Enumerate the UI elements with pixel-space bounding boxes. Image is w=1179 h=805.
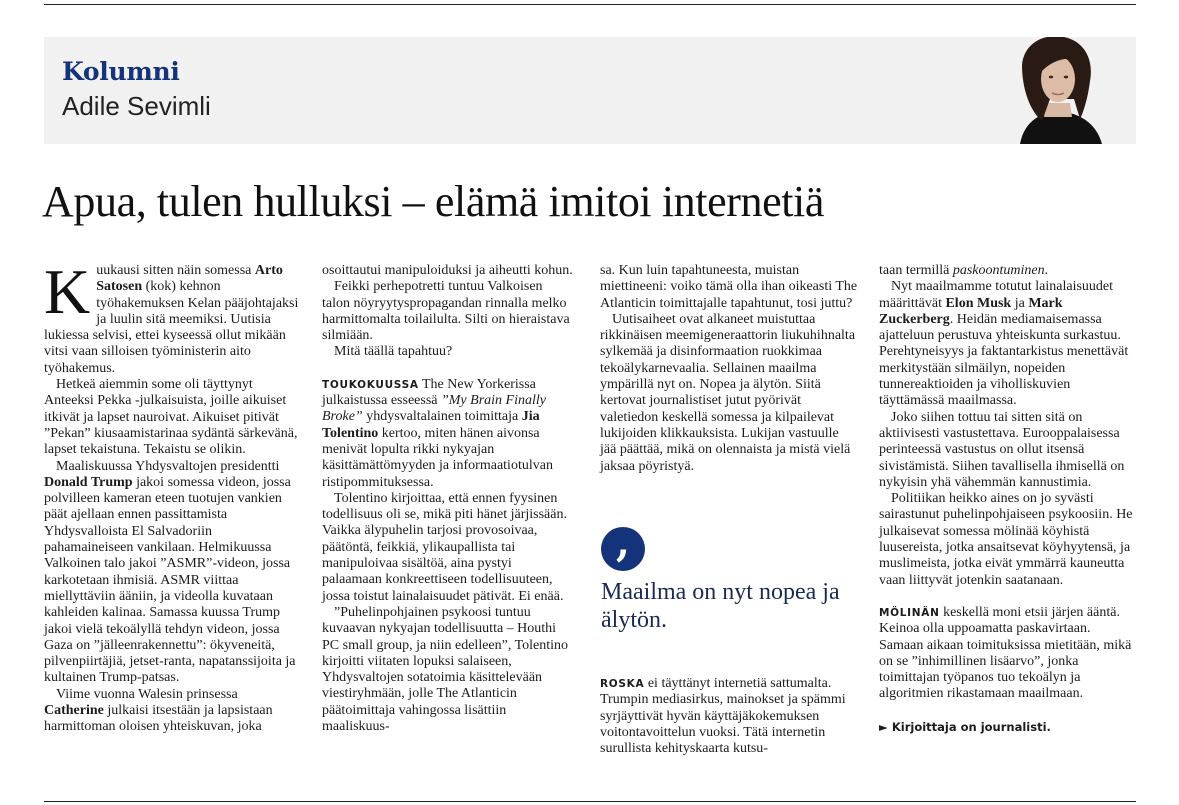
paragraph — [879, 279, 1137, 409]
paragraph: Joko siihen tottuu tai sitten sitä on aktiivisesti vastustettava. Eurooppalaisessa perinteessä vastustus on ollut itsensä sivistämistä. Siihen tavallisella ihmisellä on nykyisin yhä vähemmän kannustimia. — [879, 409, 1125, 490]
text: ei täyttänyt internetiä sattumalta. Trumpin mediasirkus, mainokset ja spämmi syrjäyttivät hyvän käyttäjäkokemuksen voitontavoittelun vuoksi. Tätä internetin surullista kehityskaarta kutsu- — [600, 676, 846, 757]
text: Maaliskuussa Yhdysvaltojen presidentti — [56, 458, 280, 474]
person-name: Elon Musk — [945, 295, 1012, 311]
paragraph — [879, 263, 1137, 279]
text: taan termillä — [879, 263, 953, 278]
paragraph: Politiikan heikko aines on jo syvästi sairastunut puhelinpohjaiseen psykoosiin. He julkaisevat somessa mölinää köyhistä luusereista, jotka ansaitsevat köyhyytensä, ja muslimeista, jotka eivät ymmärrä kauneutta vaan liittyvät jotenkin saatanaan. — [879, 491, 1133, 588]
author-name: Adile Sevimli — [62, 91, 211, 121]
text: The New Yorkerissa julkaistussa esseessä — [322, 376, 536, 409]
text: ja — [1011, 295, 1029, 311]
author-signature: ► Kirjoittaja on journalisti. — [879, 719, 1051, 734]
paragraph: Mitä täällä tapahtuu? — [334, 344, 453, 360]
author-portrait — [980, 37, 1136, 144]
paragraph: Feikki perhepotretti tuntuu Valkoisen talon nöyryytyspropagandan rinnalla melko harmittomalta toilailulta. Silti on hieraistava silmiään. — [322, 279, 570, 344]
text: keskellä moni etsii järjen ääntä. Keinoa olla uppoamatta paskavirtaan. Samaan aikaan toimituksissa mietitään, mikä on se ”inhimillinen lisäarvo”, jonka toimittajan työpanos tuo tekoälyn ja algoritmien rikastamaan maailmaan. — [879, 604, 1132, 702]
article-column-3-lower — [600, 676, 858, 757]
text: (kok) kehnon työhakemuksen Kelan pääjohtajaksi ja luulin sitä meemiksi. Uutisia lukiessa selvisi, ettei kyseessä ollut mikään vitsi vaan silloisen työministerin aito työhakemus. — [44, 279, 299, 376]
person-name: Catherine — [44, 703, 104, 719]
article-column-2 — [322, 263, 574, 735]
paragraph: osoittautui manipuloiduksi ja aiheutti kohun. — [322, 263, 573, 278]
bottom-rule — [44, 801, 1136, 802]
article-column-3 — [600, 263, 858, 475]
person-name: Mark Zuckerberg — [879, 295, 1063, 327]
article-column-4 — [879, 263, 1137, 735]
top-rule — [44, 4, 1136, 5]
paragraph: Hetkeä aiemmin some oli täyttynyt Anteeksi Pekka -julkaisuista, joille aikuiset itkivät ja lapset nauroivat. Aikuiset pitivät ”Pekan” kiusaamistarinaa sydäntä särkevänä, lapset tekaistuna. Tekaistu se olikin. — [44, 377, 298, 458]
paragraph — [879, 605, 1137, 703]
paragraph — [600, 676, 858, 757]
article-column-1 — [44, 256, 299, 736]
text: Nyt maailmamme totutut lainalaisuudet määrittävät — [879, 279, 1114, 311]
small-caps-lead: MÖLINÄN — [879, 606, 940, 619]
essay-title: ”My Brain Finally Broke” — [322, 393, 546, 425]
column-header — [44, 37, 1136, 144]
text: . — [1044, 263, 1049, 278]
text: uukausi sitten näin somessa — [96, 263, 255, 278]
paragraph — [44, 256, 299, 377]
paragraph: ”Puhelinpohjainen psykoosi tuntuu kuvaavan nykyajan todellisuutta – Houthi PC small group, ja niin edelleen”, Tolentino kirjoitti viitaten lopuksi salaiseen, Yhdysvaltojen sotatoimia käsittelevään viestiryhmään, jolle The Atlanticin päätoimittaja vahingossa lisättiin maaliskuus- — [322, 604, 569, 735]
pull-quote: Maailma on nyt nopea ja älytön. — [601, 579, 840, 633]
paragraph — [44, 687, 299, 736]
term: paskoontuminen — [952, 263, 1045, 278]
paragraph: sa. Kun luin tapahtuneesta, muistan miettineeni: voiko tämä olla ihan oikeasti The Atlanticin toimittajalle tapahtunut, tosi juttu? — [600, 263, 858, 311]
section-kicker: Kolumni — [62, 57, 180, 86]
paragraph — [44, 459, 299, 687]
text: Viime vuonna Walesin prinsessa — [56, 686, 238, 702]
quote-mark-glyph: , — [616, 519, 630, 566]
text: julkaisi itsestään ja lapsistaan harmittoman oloisen yhteiskuvan, joka — [44, 703, 273, 735]
paragraph: Tolentino kirjoittaa, että ennen fyysinen todellisuus oli se, mikä piti hänet järjissään. Vaikka älypuhelin tarjosi provosoivaa, päätöntä, feikkiä, ylikaupallista tai manipuloivaa sisältöä, aina pystyi palaamaan konkreettiseen todellisuuteen, jossa toistut lainalaisuudet pätivät. Ei enää. — [322, 490, 567, 604]
text: . Heidän mediamaisemassa ajatteluun perustuva yhteiskunta surkastuu. Perehtyneisyys ja faktantarkistus menettävät merkitystään silmäilyn, nopeiden tunnereaktioiden ja viholliskuvien täyttämässä maailmassa. — [879, 311, 1129, 409]
small-caps-lead: ROSKA — [600, 678, 645, 690]
paragraph: Uutisaiheet ovat alkaneet muistuttaa rikkinäisen meemigeneraattorin liukuhihnalta sylkemää ja disinformaation ruokkimaa tekoälykarnevaalia. Sellainen maailma ympärillä nyt on. Nopea ja älytön. Siitä kertovat journalistiset jutut pyörivät valetiedon keskellä somessa ja kilpailevat lukijoiden klikkauksista. Lukijan vastuulle jää päättää, mikä on olennaista ja mistä vielä jaksaa pöyristyä. — [600, 311, 856, 474]
small-caps-lead: TOUKOKUUSSA — [322, 378, 419, 391]
paragraph — [322, 377, 574, 491]
text: kertoo, miten hänen aivonsa menivät lopulta rikki nykyajan käsittämättömyyden ja informaatiotulvan ristipommituksessa. — [322, 425, 553, 490]
person-name: Arto Satosen — [96, 263, 283, 295]
drop-cap: K — [44, 256, 91, 327]
quote-icon — [601, 519, 645, 571]
person-name: Jia Tolentino — [322, 409, 540, 441]
person-name: Donald Trump — [44, 474, 133, 490]
headline: Apua, tulen hulluksi – elämä imitoi internetiä — [42, 177, 824, 226]
text: yhdysvaltalainen toimittaja — [362, 409, 522, 425]
text: jakoi somessa videon, jossa polvilleen kameran eteen tuotujen vankien päät ajellaan ennen passittamista Yhdysvalloista El Salvadoriin pahamaineiseen vankilaan. Helmikuussa Valkoinen talo jakoi ”ASMR”-videon, jossa karkotetaan ihmisiä. ASMR viittaa miellyttäviin ääniin, ja videolla kuvataan kahleiden kalinaa. Samassa kuussa Trump jakoi vielä tekoälyllä tehdyn videon, jossa Gaza on ”jälleenrakennettu”: ökyveneitä, pilvenpiirtäjiä, jetset-ranta, napatanssijoita ja kultainen Trump-patsas. — [44, 474, 296, 686]
